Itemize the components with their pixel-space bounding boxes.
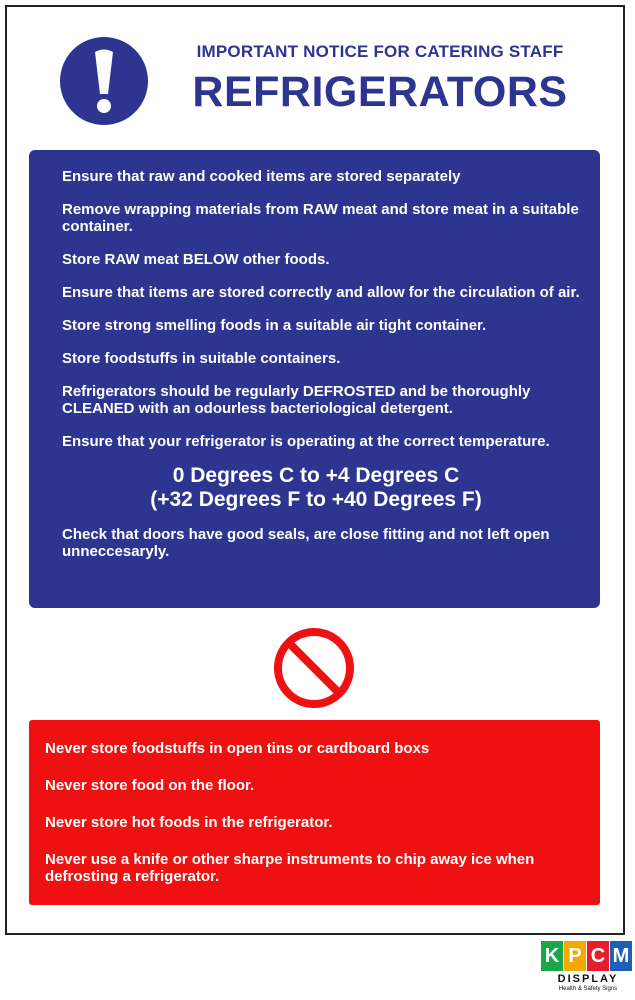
exclamation-icon (59, 36, 149, 126)
do-item: Store strong smelling foods in a suitable air tight container. (62, 317, 487, 334)
do-item: Store foodstuffs in suitable containers. (62, 350, 341, 367)
kpcm-logo (541, 941, 635, 1000)
do-item: Ensure that raw and cooked items are stored separately (62, 168, 461, 185)
dont-item: Never store food on the floor. (45, 777, 255, 794)
do-item: Ensure that items are stored correctly and allow for the circulation of air. (62, 284, 580, 301)
dont-item: Never use a knife or other sharpe instruments to chip away ice when defrosting a refrigerator. (45, 851, 535, 885)
do-item: Remove wrapping materials from RAW meat and store meat in a suitable container. (62, 201, 579, 235)
logo-tagline: Health & Safety Signs (558, 986, 618, 992)
dont-item: Never store hot foods in the refrigerator. (45, 814, 333, 831)
logo-letter-k: K (541, 941, 563, 971)
dont-list-panel (29, 720, 600, 905)
do-item: Store RAW meat BELOW other foods. (62, 251, 330, 268)
logo-letter-c: C (587, 941, 609, 971)
temperature-range (52, 464, 580, 512)
temperature-fahrenheit: (+32 Degrees F to +40 Degrees F) (150, 488, 482, 511)
logo-letter-m: M (610, 941, 632, 971)
dont-item: Never store foodstuffs in open tins or cardboard boxs (45, 740, 430, 757)
temperature-celsius: 0 Degrees C to +4 Degrees C (172, 464, 460, 487)
notice-title: REFRIGERATORS (192, 68, 568, 116)
logo-brand: DISPLAY (557, 973, 619, 985)
do-list-panel (29, 150, 600, 608)
logo-letter-p: P (564, 941, 586, 971)
notice-subtitle: IMPORTANT NOTICE FOR CATERING STAFF (196, 42, 564, 61)
do-item: Refrigerators should be regularly DEFROSTED and be thoroughly CLEANED with an odourless bacteriological detergent. (62, 383, 531, 417)
do-item: Ensure that your refrigerator is operating at the correct temperature. (62, 433, 550, 450)
do-item-final: Check that doors have good seals, are close fitting and not left open unneccesaryly. (62, 526, 550, 560)
prohibition-icon (271, 625, 357, 711)
